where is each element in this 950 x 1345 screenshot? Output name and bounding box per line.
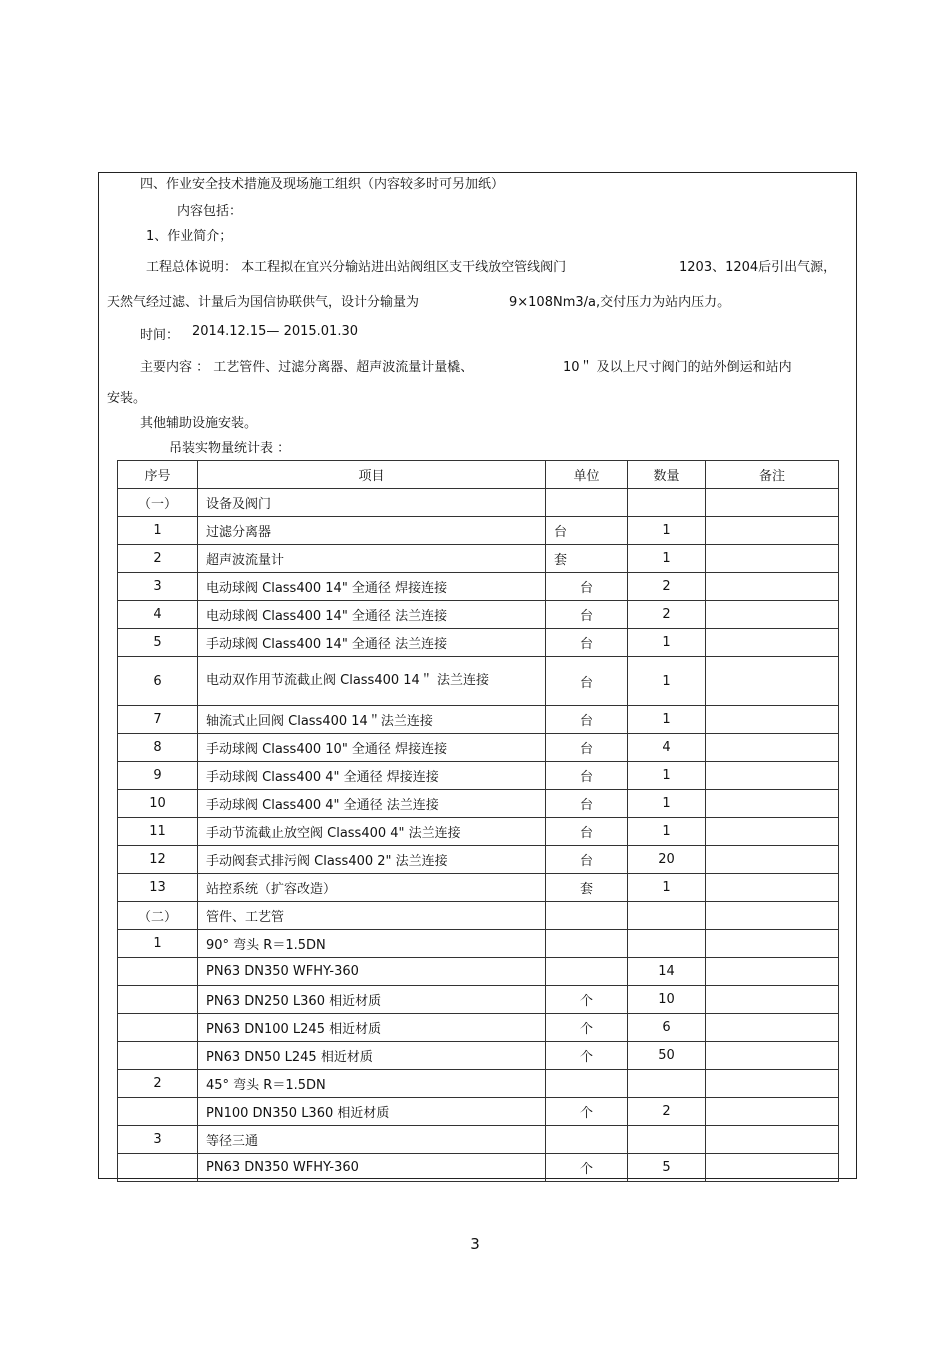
table-title: 吊装实物量统计表 ： (169, 441, 291, 456)
cell-item: PN63 DN350 WFHY-360 (198, 1154, 546, 1182)
header-seq: 序号 (118, 461, 198, 489)
cell-qty: 1 (628, 762, 706, 790)
cell-unit: 台 (546, 629, 628, 657)
table-row (118, 629, 839, 657)
cell-seq: （二） (118, 902, 198, 930)
cell-seq: 10 (118, 790, 198, 818)
cell-item: 手动阀套式排污阀 Class400 2" 法兰连接 (198, 846, 546, 874)
header-item: 项目 (198, 461, 546, 489)
cell-qty: 1 (628, 629, 706, 657)
cell-remark (706, 573, 839, 601)
table-row (118, 1014, 839, 1042)
cell-remark (706, 1042, 839, 1070)
cell-item: 手动球阀 Class400 4" 全通径 法兰连接 (198, 790, 546, 818)
header-qty: 数量 (628, 461, 706, 489)
item-1: 1、作业简介； (146, 229, 233, 244)
cell-remark (706, 706, 839, 734)
cell-item: 45° 弯头 R＝1.5DN (198, 1070, 546, 1098)
cell-qty (628, 930, 706, 958)
table-row (118, 657, 839, 706)
cell-remark (706, 1098, 839, 1126)
cell-item: PN63 DN50 L245 相近材质 (198, 1042, 546, 1070)
cell-item: PN63 DN100 L245 相近材质 (198, 1014, 546, 1042)
cell-seq (118, 1154, 198, 1182)
cell-remark (706, 790, 839, 818)
cell-seq: 2 (118, 545, 198, 573)
cell-remark (706, 545, 839, 573)
cell-unit: 台 (546, 657, 628, 706)
header-remark: 备注 (706, 461, 839, 489)
cell-item: 手动球阀 Class400 14" 全通径 法兰连接 (198, 629, 546, 657)
contents-label: 内容包括： (177, 204, 243, 219)
cell-unit: 个 (546, 1154, 628, 1182)
table-row (118, 902, 839, 930)
cell-remark (706, 734, 839, 762)
page-number: 3 (470, 1235, 480, 1253)
cell-remark (706, 1126, 839, 1154)
cell-unit (546, 958, 628, 986)
table-row (118, 1126, 839, 1154)
cell-unit: 台 (546, 601, 628, 629)
cell-item: 电动球阀 Class400 14" 全通径 法兰连接 (198, 601, 546, 629)
cell-remark (706, 930, 839, 958)
table-row (118, 874, 839, 902)
cell-seq (118, 1014, 198, 1042)
cell-seq: 13 (118, 874, 198, 902)
cell-remark (706, 517, 839, 545)
other-facilities: 其他辅助设施安装。 (140, 416, 258, 431)
cell-remark (706, 902, 839, 930)
cell-item: 管件、工艺管 (198, 902, 546, 930)
table-row (118, 818, 839, 846)
cell-remark (706, 986, 839, 1014)
cell-item: 等径三通 (198, 1126, 546, 1154)
cell-item: 站控系统（扩容改造） (198, 874, 546, 902)
cell-item: 电动球阀 Class400 14" 全通径 焊接连接 (198, 573, 546, 601)
cell-seq: 2 (118, 1070, 198, 1098)
cell-seq: 6 (118, 657, 198, 706)
table-row (118, 1070, 839, 1098)
table-row (118, 706, 839, 734)
cell-seq (118, 1098, 198, 1126)
cell-unit: 台 (546, 762, 628, 790)
cell-unit: 台 (546, 818, 628, 846)
cell-unit: 套 (546, 545, 628, 573)
cell-unit: 台 (546, 846, 628, 874)
cell-unit: 个 (546, 986, 628, 1014)
cell-seq: 9 (118, 762, 198, 790)
cell-seq: 3 (118, 1126, 198, 1154)
cell-qty (628, 1070, 706, 1098)
description-line2-a: 天然气经过滤、计量后为国信协联供气，设计分输量为 (107, 295, 420, 310)
cell-seq (118, 986, 198, 1014)
cell-remark (706, 958, 839, 986)
cell-qty: 10 (628, 986, 706, 1014)
cell-seq: 1 (118, 517, 198, 545)
description-line1-a: 工程总体说明： 本工程拟在宜兴分输站进出站阀组区支干线放空管线阀门 (146, 260, 567, 275)
time-value: 2014.12.15— 2015.01.30 (192, 324, 358, 339)
table-row (118, 1042, 839, 1070)
table-row (118, 958, 839, 986)
cell-qty: 1 (628, 818, 706, 846)
cell-unit (546, 489, 628, 517)
cell-item: PN63 DN250 L360 相近材质 (198, 986, 546, 1014)
table-row (118, 930, 839, 958)
cell-seq: 4 (118, 601, 198, 629)
cell-item: PN63 DN350 WFHY-360 (198, 958, 546, 986)
cell-seq: 11 (118, 818, 198, 846)
cell-remark (706, 601, 839, 629)
cell-item: 过滤分离器 (198, 517, 546, 545)
cell-remark (706, 629, 839, 657)
cell-item: 超声波流量计 (198, 545, 546, 573)
table-row (118, 573, 839, 601)
cell-item: 手动节流截止放空阀 Class400 4" 法兰连接 (198, 818, 546, 846)
time-label: 时间： (140, 328, 180, 343)
cell-qty: 1 (628, 706, 706, 734)
table-row (118, 1154, 839, 1182)
cell-unit: 台 (546, 573, 628, 601)
cell-seq: 7 (118, 706, 198, 734)
cell-seq: 8 (118, 734, 198, 762)
main-content-b: 10＂ 及以上尺寸阀门的站外倒运和站内 (563, 360, 792, 375)
cell-remark (706, 1154, 839, 1182)
cell-remark (706, 489, 839, 517)
table-row (118, 517, 839, 545)
cell-seq: （一） (118, 489, 198, 517)
cell-seq: 3 (118, 573, 198, 601)
quantity-table (117, 460, 839, 1182)
cell-unit (546, 1070, 628, 1098)
cell-item: 90° 弯头 R＝1.5DN (198, 930, 546, 958)
main-content-c: 安装。 (107, 391, 147, 406)
cell-unit: 台 (546, 790, 628, 818)
cell-qty (628, 902, 706, 930)
cell-qty: 1 (628, 657, 706, 706)
cell-unit (546, 902, 628, 930)
cell-unit: 个 (546, 1042, 628, 1070)
cell-qty (628, 1126, 706, 1154)
cell-unit: 个 (546, 1014, 628, 1042)
cell-remark (706, 762, 839, 790)
cell-qty: 4 (628, 734, 706, 762)
cell-seq: 12 (118, 846, 198, 874)
description-line2-b: 9×108Nm3/a,交付压力为站内压力。 (509, 295, 731, 310)
table-header-row (118, 461, 839, 489)
cell-qty: 2 (628, 601, 706, 629)
cell-seq (118, 958, 198, 986)
table-row (118, 1098, 839, 1126)
cell-item: 手动球阀 Class400 4" 全通径 焊接连接 (198, 762, 546, 790)
cell-unit: 个 (546, 1098, 628, 1126)
cell-remark (706, 818, 839, 846)
section-heading: 四、作业安全技术措施及现场施工组织（内容较多时可另加纸） (140, 177, 505, 192)
main-content-a: 主要内容 ： 工艺管件、过滤分离器、超声波流量计量橇、 (140, 360, 474, 375)
cell-seq (118, 1042, 198, 1070)
cell-remark (706, 1070, 839, 1098)
cell-item: PN100 DN350 L360 相近材质 (198, 1098, 546, 1126)
cell-qty: 14 (628, 958, 706, 986)
table-row (118, 762, 839, 790)
table-row (118, 986, 839, 1014)
cell-unit: 台 (546, 734, 628, 762)
cell-qty: 20 (628, 846, 706, 874)
cell-seq: 5 (118, 629, 198, 657)
cell-unit: 台 (546, 706, 628, 734)
cell-seq: 1 (118, 930, 198, 958)
cell-qty: 6 (628, 1014, 706, 1042)
cell-qty: 1 (628, 517, 706, 545)
cell-remark (706, 874, 839, 902)
cell-remark (706, 1014, 839, 1042)
cell-qty: 2 (628, 573, 706, 601)
description-line1-b: 1203、1204后引出气源， (679, 260, 837, 275)
cell-qty: 5 (628, 1154, 706, 1182)
table-row (118, 489, 839, 517)
cell-remark (706, 846, 839, 874)
cell-qty (628, 489, 706, 517)
cell-qty: 1 (628, 874, 706, 902)
cell-unit: 套 (546, 874, 628, 902)
cell-qty: 1 (628, 790, 706, 818)
table-row (118, 734, 839, 762)
cell-qty: 50 (628, 1042, 706, 1070)
cell-item: 手动球阀 Class400 10" 全通径 焊接连接 (198, 734, 546, 762)
cell-item: 电动双作用节流截止阀 Class400 14＂ 法兰连接 (198, 657, 546, 706)
cell-qty: 2 (628, 1098, 706, 1126)
cell-item: 设备及阀门 (198, 489, 546, 517)
cell-remark (706, 657, 839, 706)
table-row (118, 846, 839, 874)
table-row (118, 601, 839, 629)
cell-unit (546, 1126, 628, 1154)
table-row (118, 790, 839, 818)
cell-qty: 1 (628, 545, 706, 573)
table-row (118, 545, 839, 573)
cell-item: 轴流式止回阀 Class400 14＂法兰连接 (198, 706, 546, 734)
cell-unit (546, 930, 628, 958)
header-unit: 单位 (546, 461, 628, 489)
cell-unit: 台 (546, 517, 628, 545)
